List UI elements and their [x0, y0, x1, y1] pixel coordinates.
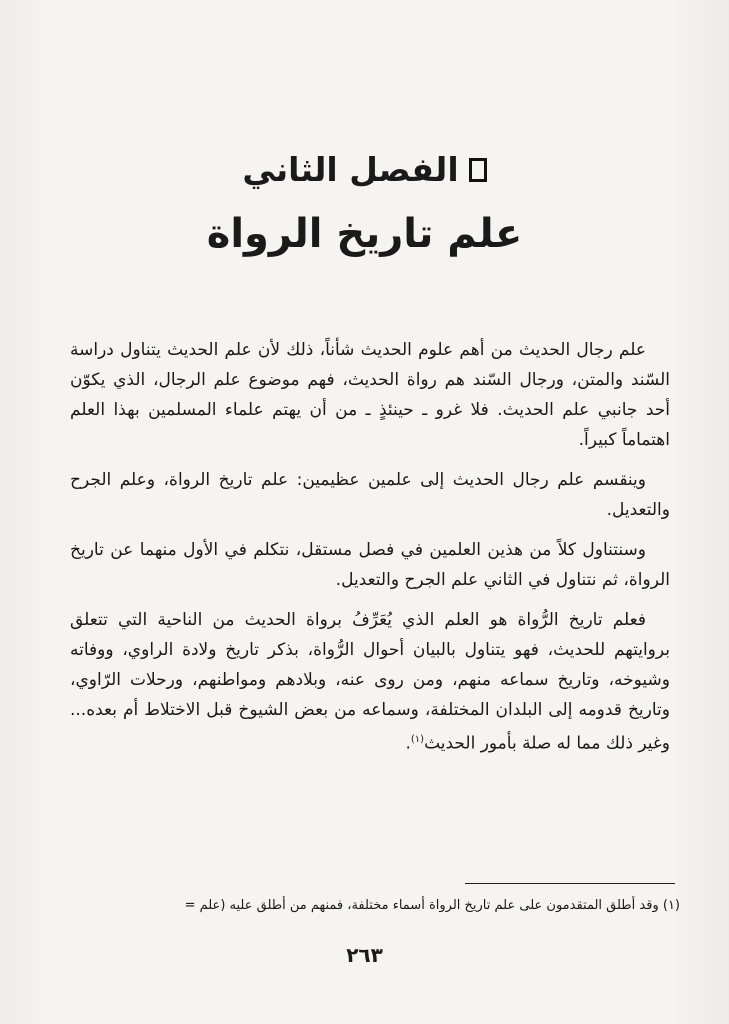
paragraph-text: فعلم تاريخ الرُّواة هو العلم الذي يُعَرِّفُ برواة الحديث من الناحية التي تتعلق بروايتهم للحديث، فهو يتناول بالبيان أحوال الرُّواة، بذكر تاريخ ولادة الراوي، ووفاته وشيوخه، وتاريخ سماعه منهم، ومن روى عنه، وبلادهم ومواطنهم، ورحلات الرّاوي، وتاريخ قدومه إلى البلدان المختلفة، وسماعه من بعض الشيوخ قبل الاختلاط أم بعده... وغير ذلك مما له صلة بأمور الحديث — [70, 610, 670, 754]
chapter-label: الفصل الثاني — [242, 150, 459, 189]
footnote-text: وقد أطلق المتقدمون على علم تاريخ الرواة أسماء مختلفة، فمنهم من أطلق عليه (علم = — [184, 898, 659, 913]
chapter-heading — [0, 150, 729, 257]
footnote-divider — [465, 883, 675, 884]
chapter-title: علم تاريخ الرواة — [206, 211, 523, 257]
page-number: ٢٦٣ — [346, 943, 383, 967]
footnote — [50, 895, 680, 917]
footnote-marker: (١) — [410, 734, 425, 745]
body-text — [70, 335, 670, 769]
square-bullet-icon — [469, 158, 487, 182]
paragraph: فعلم تاريخ الرُّواة هو العلم الذي يُعَرِّفُ برواة الحديث من الناحية التي تتعلق بروايتهم للحديث، فهو يتناول بالبيان أحوال الرُّواة، بذكر تاريخ ولادة الراوي، ووفاته وشيوخه، وتاريخ سماعه منهم، ومن روى عنه، وبلادهم ومواطنهم، ورحلات الرّاوي، وتاريخ قدومه إلى البلدان المختلفة، وسماعه من بعض الشيوخ قبل الاختلاط أم بعده... وغير ذلك مما له صلة بأمور الحديث$^{(١)}$. — [70, 610, 670, 754]
paragraph: علم رجال الحديث من أهم علوم الحديث شأناً، ذلك لأن علم الحديث يتناول دراسة السّند والمتن، ورجال السّند هم رواة الحديث، فهم موضوع علم الرجال، الذي يكوّن أحد جانبي علم الحديث. فلا غرو ـ حينئذٍ ـ من أن يهتم علماء المسلمين بهذا العلم اهتماماً كبيراً. — [70, 340, 670, 450]
chapter-label-line — [0, 150, 729, 189]
footnote-number: (١) — [662, 898, 680, 913]
paragraph: وينقسم علم رجال الحديث إلى علمين عظيمين: علم تاريخ الرواة، وعلم الجرح والتعديل. — [70, 470, 670, 520]
paragraph: وسنتناول كلاً من هذين العلمين في فصل مستقل، نتكلم في الأول منهما عن تاريخ الرواة، ثم نتناول في الثاني علم الجرح والتعديل. — [70, 540, 670, 590]
